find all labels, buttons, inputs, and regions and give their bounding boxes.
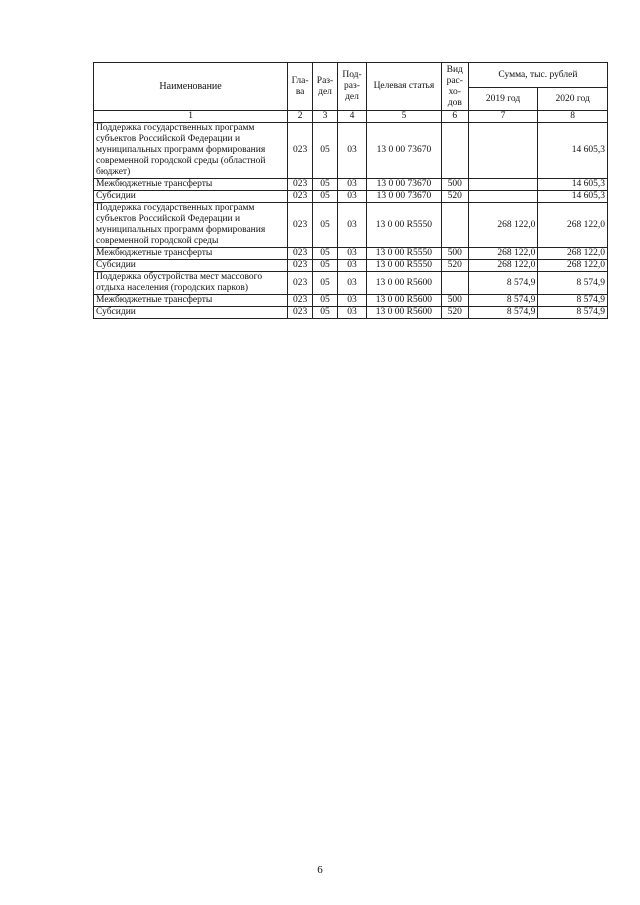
celevaya-statya-cell: 13 0 00 R5600 — [367, 307, 442, 319]
row-name-cell: Межбюджетные трансферты — [94, 179, 288, 191]
row-name-cell: Субсидии — [94, 191, 288, 203]
razdel-cell: 05 — [313, 203, 338, 248]
sum-2020-cell: 14 605,3 — [538, 179, 608, 191]
vid-rashodov-cell: 520 — [441, 260, 468, 272]
header-summa: Сумма, тыс. рублей — [468, 63, 607, 88]
razdel-cell: 05 — [313, 272, 338, 295]
row-name-cell: Поддержка государственных программ субъектов Российской Федерации и муниципальных программ формирования современной городской среды — [94, 203, 288, 248]
sum-2019-cell: 268 122,0 — [468, 203, 538, 248]
row-name-cell: Поддержка государственных программ субъектов Российской Федерации и муниципальных программ формирования современной городской среды (областной бюджет) — [94, 123, 288, 179]
sum-2020-cell: 268 122,0 — [538, 248, 608, 260]
vid-rashodov-cell: 520 — [441, 307, 468, 319]
glava-cell: 023 — [288, 248, 313, 260]
podrazdel-cell: 03 — [337, 248, 366, 260]
celevaya-statya-cell: 13 0 00 R5550 — [367, 203, 442, 248]
sum-2019-cell: 8 574,9 — [468, 307, 538, 319]
podrazdel-cell: 03 — [337, 203, 366, 248]
vid-rashodov-cell: 500 — [441, 295, 468, 307]
column-number: 6 — [441, 111, 468, 123]
page-number: 6 — [317, 864, 323, 876]
header-vid-rashodov: Вид рас-хо-дов — [441, 63, 468, 111]
header-year-2020: 2020 год — [538, 88, 608, 111]
sum-2019-cell: 8 574,9 — [468, 295, 538, 307]
table-row — [94, 260, 608, 272]
vid-rashodov-cell — [441, 272, 468, 295]
celevaya-statya-cell: 13 0 00 73670 — [367, 179, 442, 191]
razdel-cell: 05 — [313, 123, 338, 179]
glava-cell: 023 — [288, 203, 313, 248]
sum-2020-cell: 8 574,9 — [538, 272, 608, 295]
row-name-cell: Межбюджетные трансферты — [94, 248, 288, 260]
celevaya-statya-cell: 13 0 00 R5550 — [367, 248, 442, 260]
table-row — [94, 203, 608, 248]
header-glava: Гла-ва — [288, 63, 313, 111]
vid-rashodov-cell — [441, 123, 468, 179]
razdel-cell: 05 — [313, 307, 338, 319]
column-number: 2 — [288, 111, 313, 123]
podrazdel-cell: 03 — [337, 260, 366, 272]
table-row — [94, 295, 608, 307]
sum-2020-cell: 8 574,9 — [538, 295, 608, 307]
column-number: 3 — [313, 111, 338, 123]
row-name-cell: Межбюджетные трансферты — [94, 295, 288, 307]
razdel-cell: 05 — [313, 248, 338, 260]
column-number: 4 — [337, 111, 366, 123]
row-name-cell: Субсидии — [94, 260, 288, 272]
row-name-cell: Поддержка обустройства мест массового отдыха населения (городских парков) — [94, 272, 288, 295]
header-year-2019: 2019 год — [468, 88, 538, 111]
vid-rashodov-cell: 520 — [441, 191, 468, 203]
table-row — [94, 307, 608, 319]
column-number: 8 — [538, 111, 608, 123]
header-celevaya-statya: Целевая статья — [367, 63, 442, 111]
header-podrazdel: Под-раз-дел — [337, 63, 366, 111]
razdel-cell: 05 — [313, 295, 338, 307]
razdel-cell: 05 — [313, 179, 338, 191]
sum-2020-cell: 268 122,0 — [538, 260, 608, 272]
sum-2020-cell: 14 605,3 — [538, 123, 608, 179]
glava-cell: 023 — [288, 123, 313, 179]
sum-2020-cell: 14 605,3 — [538, 191, 608, 203]
table-row — [94, 179, 608, 191]
sum-2019-cell: 268 122,0 — [468, 248, 538, 260]
podrazdel-cell: 03 — [337, 272, 366, 295]
glava-cell: 023 — [288, 191, 313, 203]
budget-table — [93, 62, 608, 319]
row-name-cell: Субсидии — [94, 307, 288, 319]
celevaya-statya-cell: 13 0 00 R5550 — [367, 260, 442, 272]
sum-2019-cell: 8 574,9 — [468, 272, 538, 295]
podrazdel-cell: 03 — [337, 123, 366, 179]
celevaya-statya-cell: 13 0 00 73670 — [367, 123, 442, 179]
celevaya-statya-cell: 13 0 00 R5600 — [367, 295, 442, 307]
column-number: 1 — [94, 111, 288, 123]
sum-2019-cell — [468, 191, 538, 203]
glava-cell: 023 — [288, 295, 313, 307]
sum-2019-cell — [468, 179, 538, 191]
column-number-row — [94, 111, 608, 123]
header-razdel: Раз-дел — [313, 63, 338, 111]
podrazdel-cell: 03 — [337, 179, 366, 191]
glava-cell: 023 — [288, 179, 313, 191]
glava-cell: 023 — [288, 307, 313, 319]
sum-2020-cell: 268 122,0 — [538, 203, 608, 248]
razdel-cell: 05 — [313, 260, 338, 272]
vid-rashodov-cell: 500 — [441, 248, 468, 260]
podrazdel-cell: 03 — [337, 295, 366, 307]
column-number: 5 — [367, 111, 442, 123]
razdel-cell: 05 — [313, 191, 338, 203]
vid-rashodov-cell: 500 — [441, 179, 468, 191]
celevaya-statya-cell: 13 0 00 R5600 — [367, 272, 442, 295]
sum-2020-cell: 8 574,9 — [538, 307, 608, 319]
vid-rashodov-cell — [441, 203, 468, 248]
header-name: Наименование — [94, 63, 288, 111]
celevaya-statya-cell: 13 0 00 73670 — [367, 191, 442, 203]
glava-cell: 023 — [288, 272, 313, 295]
sum-2019-cell — [468, 123, 538, 179]
column-number: 7 — [468, 111, 538, 123]
glava-cell: 023 — [288, 260, 313, 272]
podrazdel-cell: 03 — [337, 307, 366, 319]
table-row — [94, 248, 608, 260]
podrazdel-cell: 03 — [337, 191, 366, 203]
table-row — [94, 272, 608, 295]
table-row — [94, 123, 608, 179]
table-row — [94, 191, 608, 203]
sum-2019-cell: 268 122,0 — [468, 260, 538, 272]
